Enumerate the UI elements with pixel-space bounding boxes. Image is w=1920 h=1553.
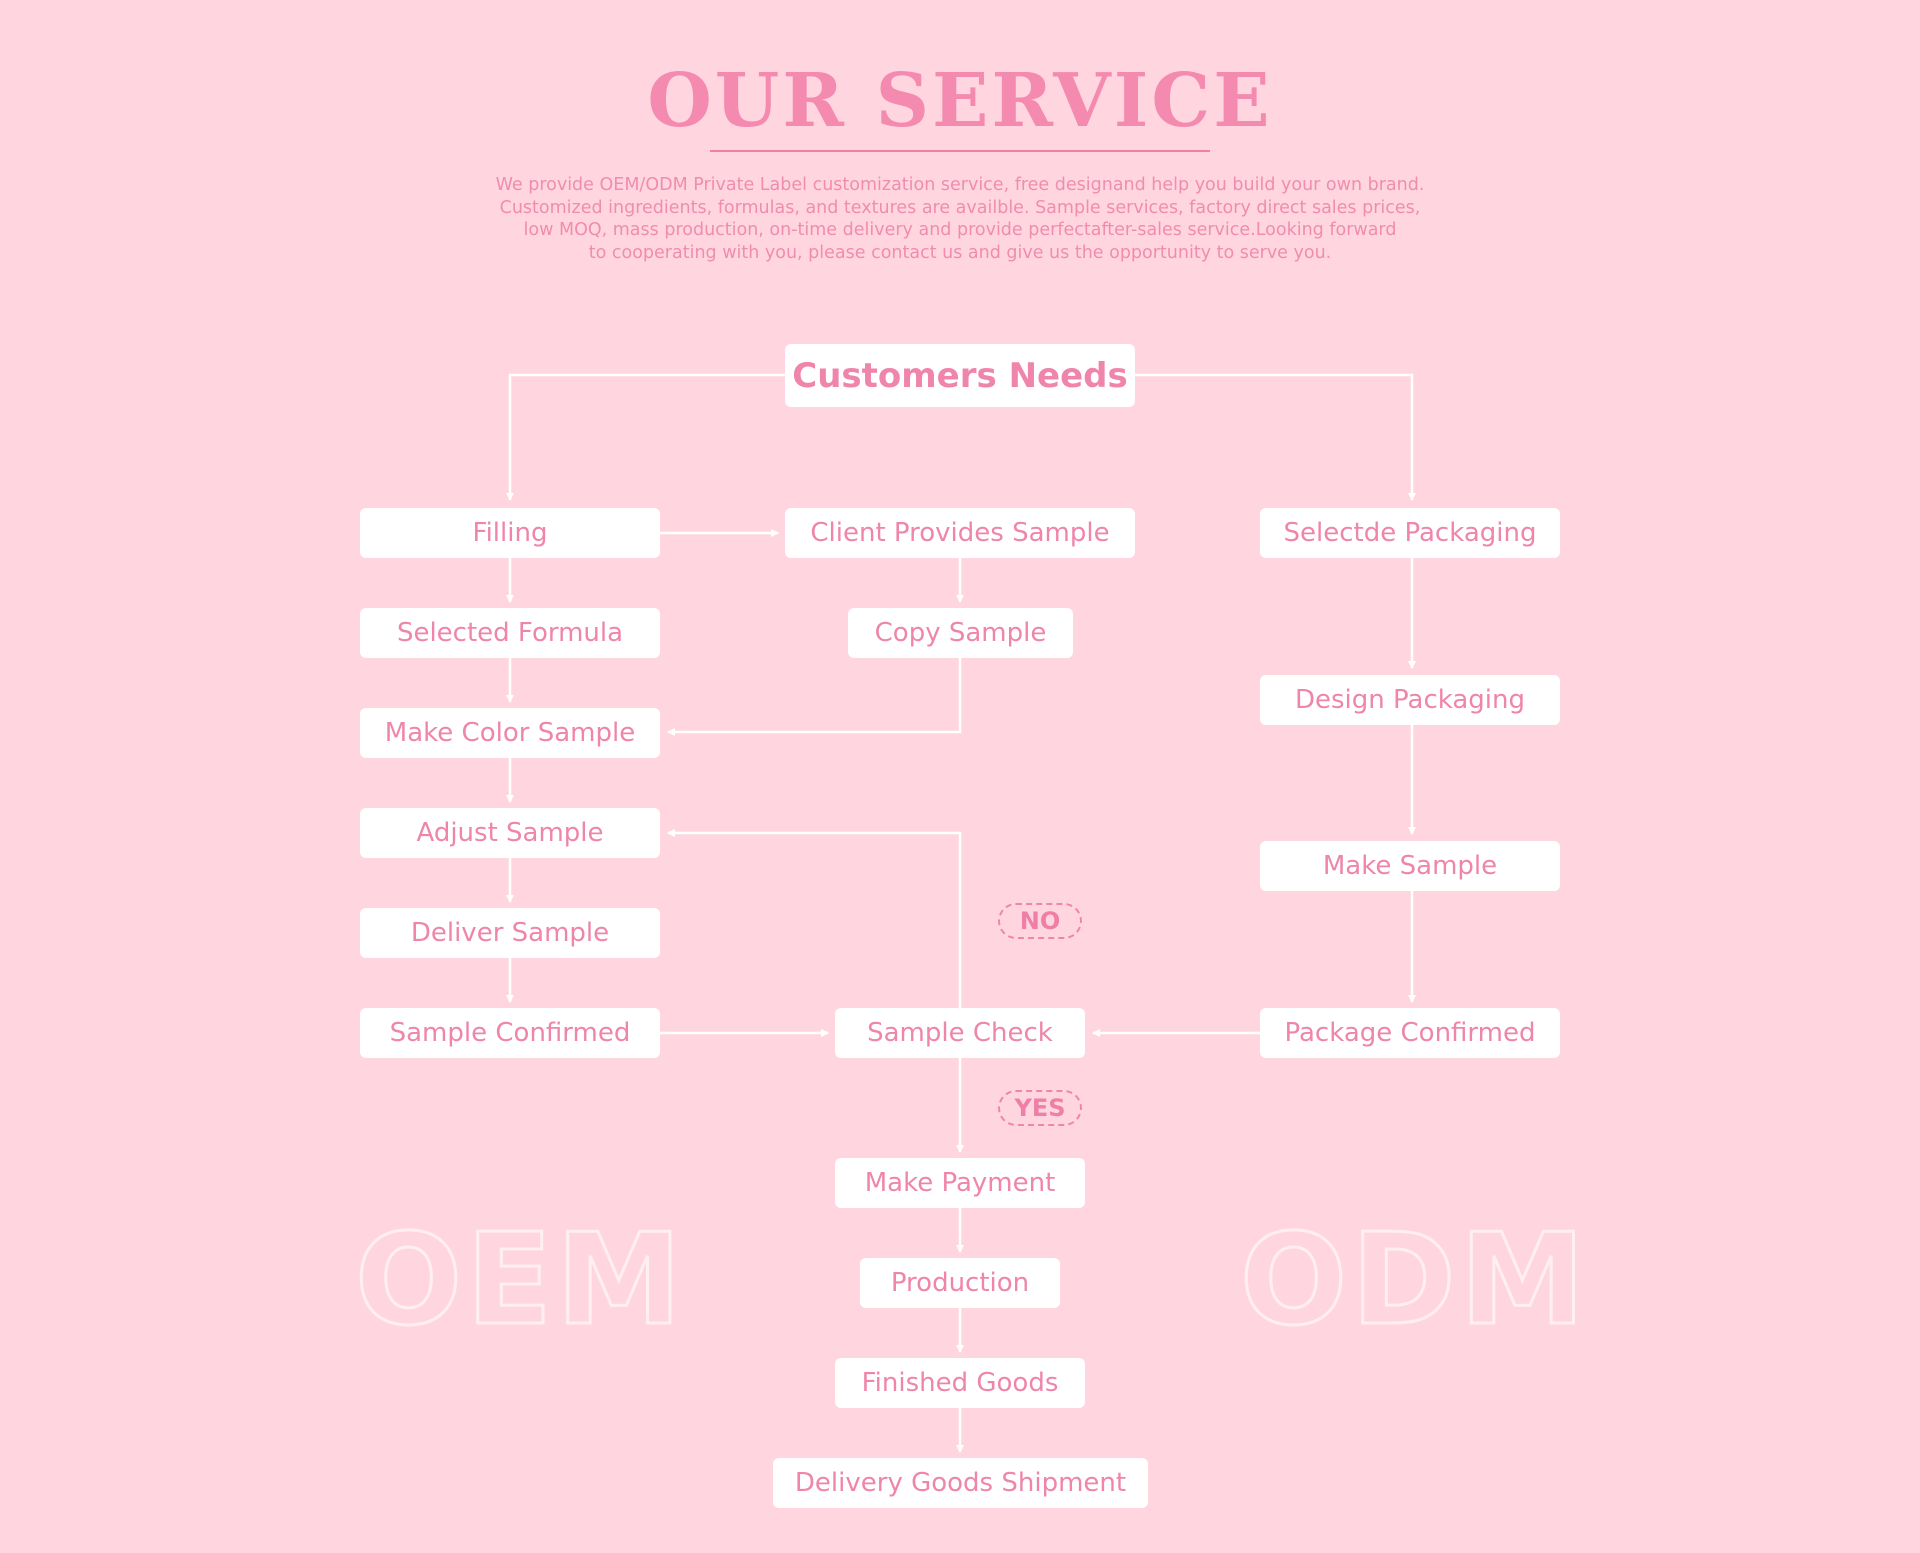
filling-box: Filling xyxy=(360,508,660,558)
production-box: Production xyxy=(860,1258,1060,1308)
deliver-sample-box: Deliver Sample xyxy=(360,908,660,958)
finished-goods-box: Finished Goods xyxy=(835,1358,1085,1408)
oem-watermark: OEM xyxy=(355,1206,686,1353)
copy-sample-box: Copy Sample xyxy=(848,608,1073,658)
selected-formula-box: Selected Formula xyxy=(360,608,660,658)
adjust-sample-box: Adjust Sample xyxy=(360,808,660,858)
connector-copy-to-color-sample xyxy=(668,658,960,732)
make-sample-box: Make Sample xyxy=(1260,841,1560,891)
decision-no-tag: NO xyxy=(998,903,1082,939)
intro-line-2: Customized ingredients, formulas, and textures are availble. Sample services, factory direct sales prices, xyxy=(499,197,1421,218)
intro-line-4: to cooperating with you, please contact us and give us the opportunity to serve you. xyxy=(588,242,1332,263)
customers-needs-box: Customers Needs xyxy=(785,344,1135,407)
client-provides-sample-box: Client Provides Sample xyxy=(785,508,1135,558)
page-title: OUR SERVICE xyxy=(647,58,1273,144)
connector-needs-to-filling xyxy=(510,375,785,500)
odm-watermark: ODM xyxy=(1240,1206,1590,1353)
design-packaging-box: Design Packaging xyxy=(1260,675,1560,725)
decision-yes-tag: YES xyxy=(998,1090,1082,1126)
make-color-sample-box: Make Color Sample xyxy=(360,708,660,758)
sample-check-box: Sample Check xyxy=(835,1008,1085,1058)
package-confirmed-box: Package Confirmed xyxy=(1260,1008,1560,1058)
intro-line-3: low MOQ, mass production, on-time delivery and provide perfectafter-sales service.Looking forward xyxy=(523,220,1397,240)
intro-line-1: We provide OEM/ODM Private Label customization service, free designand help you build your own brand. xyxy=(495,175,1425,195)
connector-check-no-to-adjust xyxy=(668,833,960,1008)
delivery-goods-shipment-box: Delivery Goods Shipment xyxy=(773,1458,1148,1508)
connector-needs-to-packaging xyxy=(1135,375,1412,500)
selected-packaging-box: Selectde Packaging xyxy=(1260,508,1560,558)
make-payment-box: Make Payment xyxy=(835,1158,1085,1208)
sample-confirmed-box: Sample Confirmed xyxy=(360,1008,660,1058)
